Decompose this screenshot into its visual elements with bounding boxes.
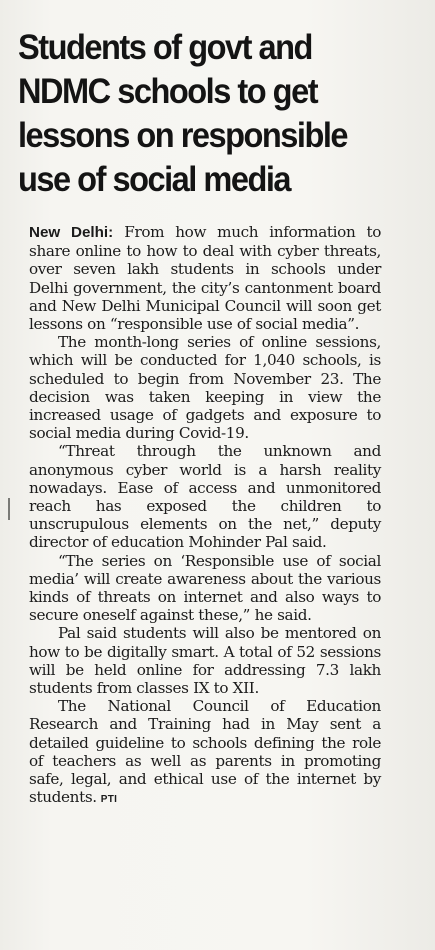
paragraph — [29, 697, 381, 809]
paragraph: Pal said students will also be mentored on how to be digitally smart. A total of 52 sessions will be held online for addressing 7.3 lakh students from classes IX to XII. — [29, 624, 381, 698]
headline-line: lessons on responsible — [18, 116, 348, 155]
headline — [18, 26, 390, 202]
news-agency-credit: PTI — [100, 794, 118, 806]
margin-mark — [8, 498, 10, 520]
paragraph-text: From how much information to share online to how to deal with cyber threats, over seven lakh students in schools under Delhi government, the city’s cantonment board and New Delhi Municipal Council will soon get lessons on “responsible use of social media”. — [29, 223, 381, 334]
headline-line: use of social media — [18, 160, 291, 199]
paragraph: “The series on ‘Responsible use of social media’ will create awareness about the various kinds of threats on internet and also ways to secure oneself against these,” he said. — [29, 551, 381, 625]
headline-line: NDMC schools to get — [18, 72, 318, 111]
paragraph: “Threat through the unknown and anonymous cyber world is a harsh reality nowadays. Ease of access and unmonitored reach has exposed the children to unscrupulous elements on the net,” deputy director of education Mohinder Pal said. — [29, 442, 381, 552]
paragraph: The month-long series of online sessions, which will be conducted for 1,040 schools, is scheduled to begin from November 23. The decision was taken keeping in view the increased usage of gadgets and exposure to social media during Covid-19. — [29, 333, 381, 443]
headline-line: Students of govt and — [18, 28, 312, 67]
paragraph-text: The National Council of Education Research and Training had in May sent a detailed guideline to schools defining the role of teachers as well as parents in promoting safe, legal, and ethical use of the internet by students. — [29, 697, 381, 807]
dateline: New Delhi: — [29, 224, 114, 241]
paragraph — [29, 223, 381, 333]
article-body — [29, 223, 381, 810]
